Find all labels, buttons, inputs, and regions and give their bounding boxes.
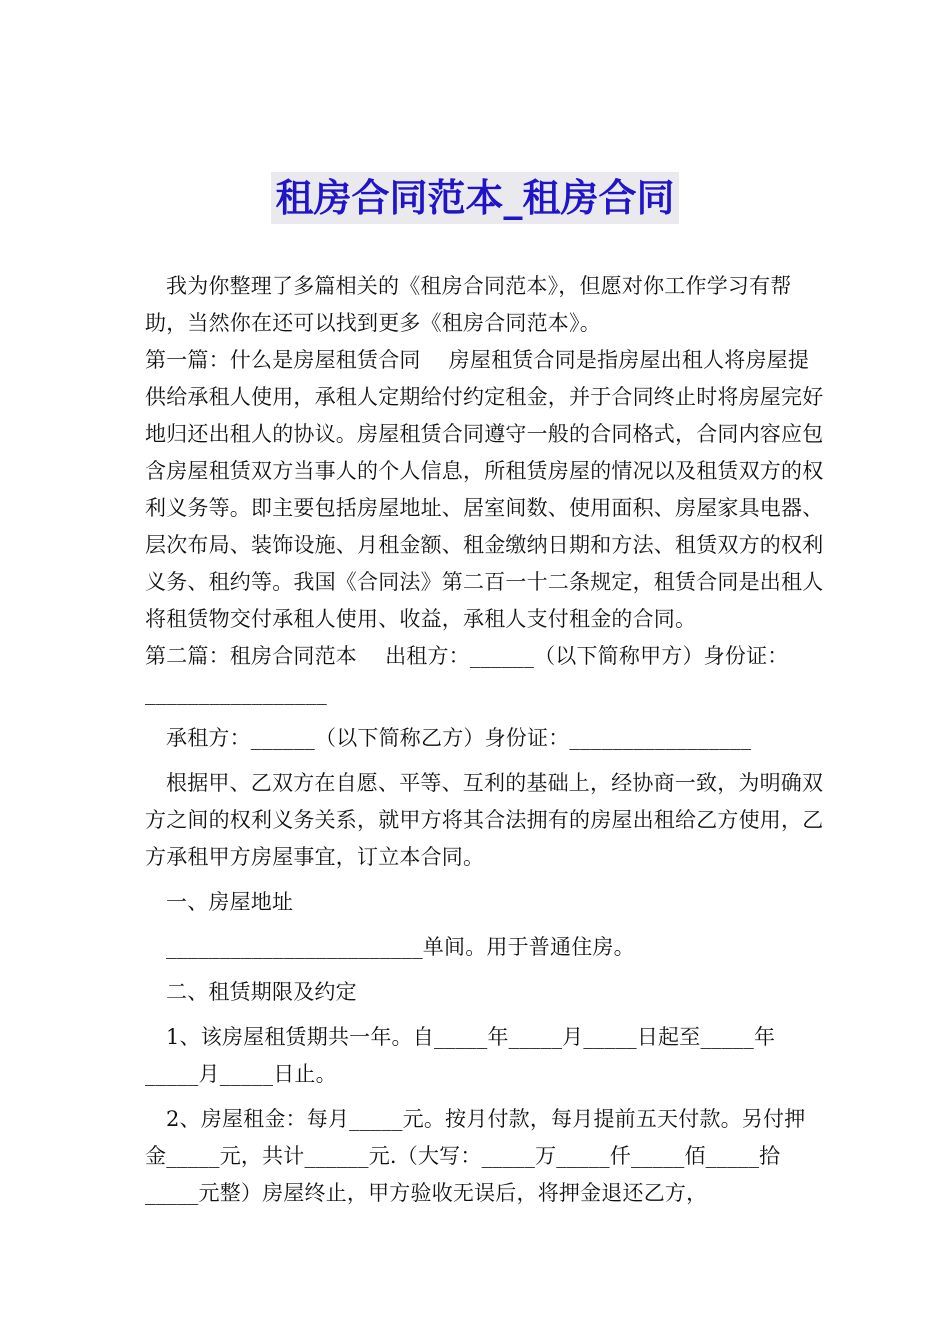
document-title: 租房合同范本_租房合同 bbox=[271, 172, 678, 224]
section-heading-term: 二、租赁期限及约定 bbox=[166, 980, 357, 1004]
document-body bbox=[145, 268, 825, 1212]
paragraph-agreement-basis: 根据甲、乙双方在自愿、平等、互利的基础上，经协商一致，为明确双方之间的权利义务关系，就甲方将其合法拥有的房屋出租给乙方使用，乙方承租甲方房屋事宜，订立本合同。 bbox=[145, 771, 824, 869]
paragraph-intro: 我为你整理了多篇相关的《租房合同范本》，但愿对你工作学习有帮助，当然你在还可以找到更多《租房合同范本》。 bbox=[145, 274, 792, 335]
paragraph-lessee: 承租方：______（以下简称乙方）身份证：_________________ bbox=[166, 726, 752, 750]
paragraph-rent: 2、房屋租金：每月_____元。按月付款，每月提前五天付款。另付押金_____元，共计______元.（大写：_____万_____仟_____佰_____拾_____元整）房屋终止，甲方验收无误后，将押金退还乙方， bbox=[145, 1107, 806, 1205]
paragraph-part-two-lessor: 第二篇：租房合同范本 出租方：______（以下简称甲方）身份证：_________________ bbox=[145, 644, 789, 705]
paragraph-term: 1、该房屋租赁期共一年。自_____年_____月_____日起至_____年_____月_____日止。 bbox=[145, 1025, 776, 1086]
paragraph-address-line: ________________________单间。用于普通住房。 bbox=[166, 935, 635, 959]
paragraph-part-one: 第一篇：什么是房屋租赁合同 房屋租赁合同是指房屋出租人将房屋提供给承租人使用，承租人定期给付约定租金，并于合同终止时将房屋完好地归还出租人的协议。房屋租赁合同遵守一般的合同格式，合同内容应包含房屋租赁双方当事人的个人信息，所租赁房屋的情况以及租赁双方的权利义务等。即主要包括房屋地址、居室间数、使用面积、房屋家具电器、层次布局、装饰设施、月租金额、租金缴纳日期和方法、租赁双方的权利义务、租约等。我国《合同法》第二百一十二条规定，租赁合同是出租人将租赁物交付承租人使用、收益，承租人支付租金的合同。 bbox=[145, 348, 824, 631]
section-heading-address: 一、房屋地址 bbox=[166, 890, 294, 914]
title-container bbox=[0, 172, 950, 224]
